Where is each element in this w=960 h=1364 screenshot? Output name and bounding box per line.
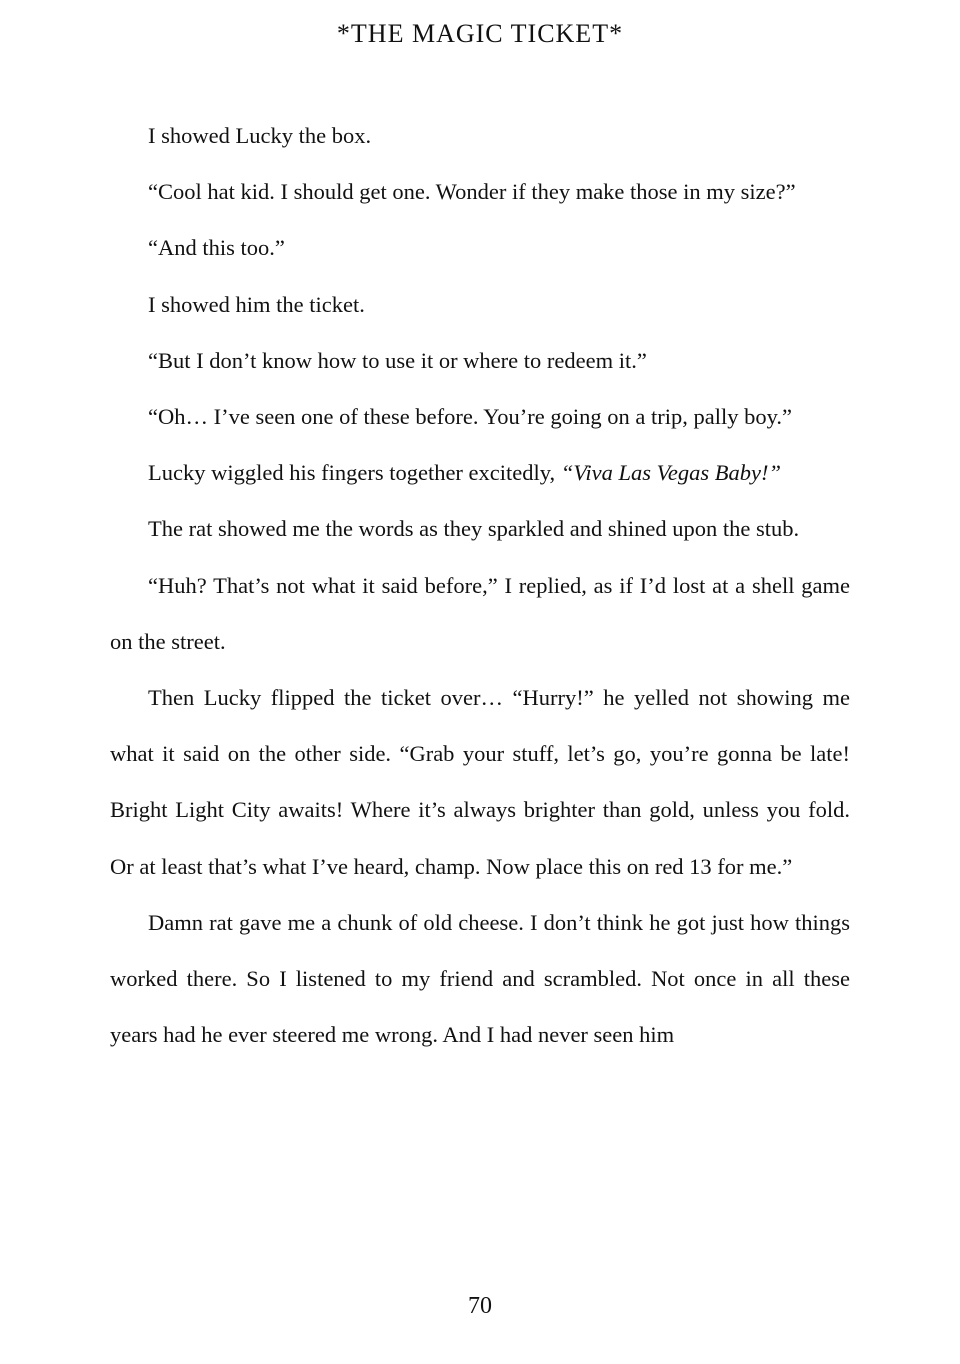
paragraph: I showed Lucky the box. [148, 123, 372, 148]
running-title: *THE MAGIC TICKET* [336, 19, 624, 48]
paragraph: “Huh? That’s not what it said before,” I replied, as if I’d lost at a shell game on the street. [110, 572, 850, 654]
paragraph: “And this too.” [148, 235, 285, 261]
paragraph: The rat showed me the words as they sparkled and shined upon the stub. [148, 516, 800, 542]
paragraph: “Cool hat kid. I should get one. Wonder if they make those in my size?” [148, 179, 796, 205]
paragraph-text: Lucky wiggled his fingers together excitedly, [148, 460, 561, 486]
page-number: 70 [468, 1293, 492, 1319]
paragraph: “Oh… I’ve seen one of these before. You’re going on a trip, pally boy.” [148, 404, 792, 430]
paragraph: Then Lucky flipped the ticket over… “Hurry!” he yelled not showing me what it said on the other side. “Grab your stuff, let’s go, you’re gonna be late! Bright Light City awaits! Where it’s always brighter than gold, unless you fold. Or at least that’s what I’ve heard, champ. Now place this on red 13 for me.” [110, 685, 850, 879]
paragraph [110, 445, 850, 501]
paragraph: “But I don’t know how to use it or where to redeem it.” [148, 347, 647, 373]
italic-exclamation: “Viva Las Vegas Baby!” [560, 460, 782, 486]
paragraph: I showed him the ticket. [148, 291, 365, 317]
body-text [110, 108, 850, 1063]
paragraph: Damn rat gave me a chunk of old cheese. I don’t think he got just how things worked there. So I listened to my friend and scrambled. Not once in all these years had he ever steered me wrong. And I had never seen him [110, 909, 850, 1048]
